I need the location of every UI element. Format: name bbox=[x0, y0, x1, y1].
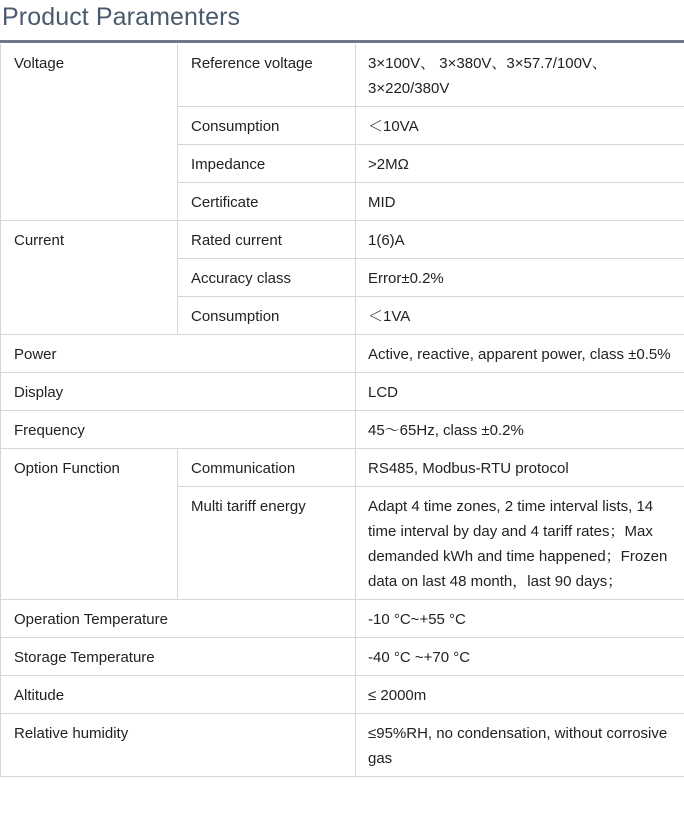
multi-tariff-text-part1: Adapt 4 time zones, 2 time interval lists, 14 time interval by day and 4 tariff rates；Max demanded kWh and time happened；Frozen bbox=[368, 498, 668, 565]
reference-voltage-line2: 3×220/380V bbox=[368, 80, 450, 97]
power-value: Active, reactive, apparent power, class ±0.5% bbox=[356, 335, 684, 373]
frequency-value: 45～65Hz, class ±0.2% bbox=[356, 411, 684, 449]
voltage-consumption-label: Consumption bbox=[178, 107, 356, 145]
rated-current-label: Rated current bbox=[178, 221, 356, 259]
storage-temperature-label: Storage Temperature bbox=[1, 638, 356, 676]
certificate-label: Certificate bbox=[178, 183, 356, 221]
reference-voltage-label: Reference voltage bbox=[178, 44, 356, 107]
altitude-value: ≤ 2000m bbox=[356, 676, 684, 714]
voltage-consumption-value: ＜10VA bbox=[356, 107, 684, 145]
relative-humidity-label: Relative humidity bbox=[1, 714, 356, 777]
altitude-label: Altitude bbox=[1, 676, 356, 714]
multi-tariff-label: Multi tariff energy bbox=[178, 487, 356, 600]
multi-tariff-value bbox=[356, 487, 684, 600]
communication-value: RS485, Modbus-RTU protocol bbox=[356, 449, 684, 487]
accuracy-class-value: Error±0.2% bbox=[356, 259, 684, 297]
reference-voltage-value bbox=[356, 44, 684, 107]
storage-temperature-value: -40 °C ~+70 °C bbox=[356, 638, 684, 676]
table-row bbox=[1, 44, 684, 107]
display-label: Display bbox=[1, 373, 356, 411]
current-category-cell: Current bbox=[1, 221, 178, 335]
rated-current-value: 1(6)A bbox=[356, 221, 684, 259]
communication-label: Communication bbox=[178, 449, 356, 487]
table-row bbox=[1, 335, 684, 373]
page-title: Product Paramenters bbox=[2, 3, 241, 31]
operation-temperature-value: -10 °C~+55 °C bbox=[356, 600, 684, 638]
reference-voltage-line1: 3×100V、 3×380V、3×57.7/100V、 bbox=[368, 55, 607, 72]
title-divider bbox=[0, 40, 684, 43]
table-row bbox=[1, 449, 684, 487]
product-parameters-table bbox=[0, 44, 684, 777]
table-row bbox=[1, 411, 684, 449]
accuracy-class-label: Accuracy class bbox=[178, 259, 356, 297]
display-value: LCD bbox=[356, 373, 684, 411]
voltage-category-cell: Voltage bbox=[1, 44, 178, 221]
option-function-category-cell: Option Function bbox=[1, 449, 178, 600]
relative-humidity-value: ≤95%RH, no condensation, without corrosive gas bbox=[356, 714, 684, 777]
certificate-value: MID bbox=[356, 183, 684, 221]
impedance-value: >2MΩ bbox=[356, 145, 684, 183]
table-row bbox=[1, 638, 684, 676]
operation-temperature-label: Operation Temperature bbox=[1, 600, 356, 638]
current-consumption-label: Consumption bbox=[178, 297, 356, 335]
current-consumption-value: ＜1VA bbox=[356, 297, 684, 335]
frequency-label: Frequency bbox=[1, 411, 356, 449]
multi-tariff-text-part2: data on last 48 month，last 90 days； bbox=[368, 573, 623, 590]
table-row bbox=[1, 600, 684, 638]
power-label: Power bbox=[1, 335, 356, 373]
impedance-label: Impedance bbox=[178, 145, 356, 183]
table-row bbox=[1, 221, 684, 259]
table-row bbox=[1, 676, 684, 714]
table-row bbox=[1, 714, 684, 777]
table-row bbox=[1, 373, 684, 411]
